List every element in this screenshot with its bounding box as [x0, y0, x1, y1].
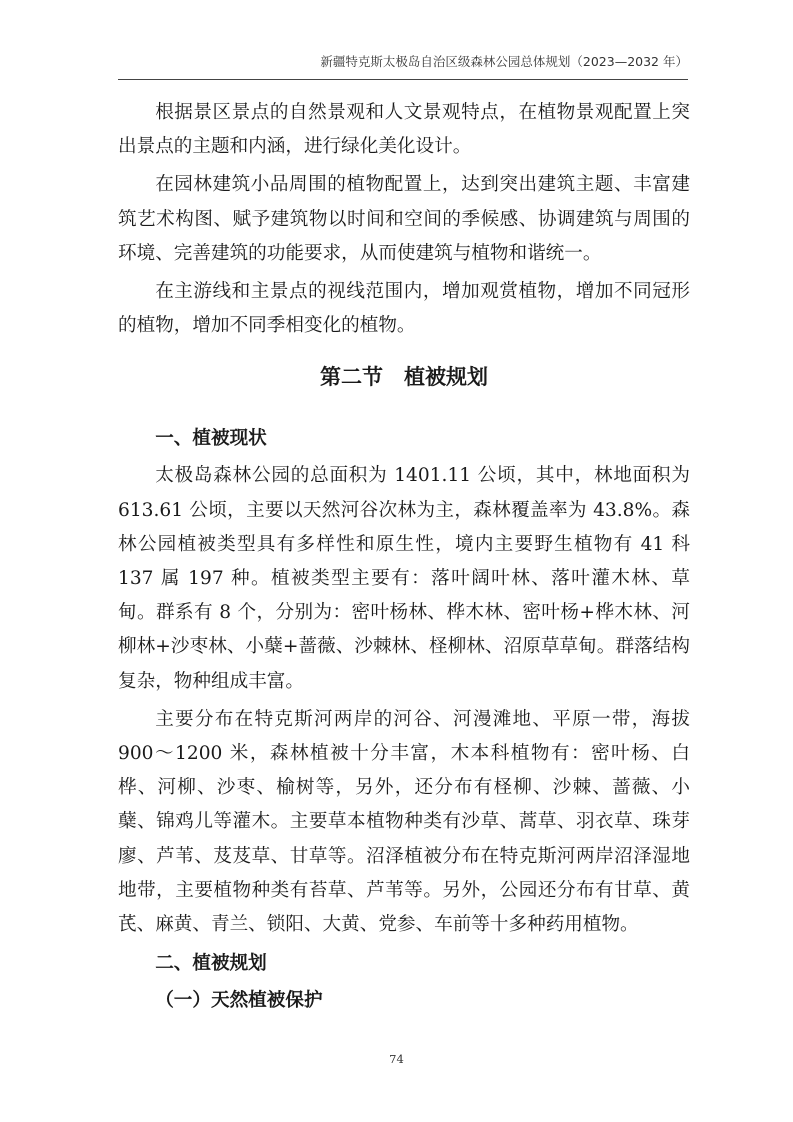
page-number: 74 [389, 1052, 404, 1066]
paragraph: 在主游线和主景点的视线范围内，增加观赏植物，增加不同冠形的植物，增加不同季相变化的植物。 [118, 281, 690, 337]
paragraph: 根据景区景点的自然景观和人文景观特点，在植物景观配置上突出景点的主题和内涵，进行绿化美化设计。 [118, 102, 690, 158]
paragraph: 太极岛森林公园的总面积为 1401.11 公顷，其中，林地面积为 613.61 公顷，主要以天然河谷次林为主，森林覆盖率为 43.8%。森林公园植被类型具有多样性和原生性，境内主要野生植物有 41 科 137 属 197 种。植被类型主要有：落叶阔叶林、落叶灌木林、草甸。群系有 8 个，分别为：密叶杨林、桦木林、密叶杨+桦木林、河柳林+沙枣林、小蘖+蔷薇、沙棘林、柽柳林、沼原草草甸。群落结构复杂，物种组成丰富。 [118, 465, 690, 692]
paragraph: 主要分布在特克斯河两岸的河谷、河漫滩地、平原一带，海拔 900～1200 米，森林植被十分丰富，木本科植物有：密叶杨、白桦、河柳、沙枣、榆树等，另外，还分布有柽柳、沙棘、蔷薇、小蘖、锦鸡儿等灌木。主要草本植物种类有沙草、蒿草、羽衣草、珠芽廖、芦苇、芨芨草、甘草等。沼泽植被分布在特克斯河两岸沼泽湿地地带，主要植物种类有苔草、芦苇等。另外，公园还分布有甘草、黄芪、麻黄、青兰、锁阳、大黄、党参、车前等十多种药用植物。 [118, 708, 690, 936]
running-header: 新疆特克斯太极岛自治区级森林公园总体规划（2023—2032 年） [118, 52, 688, 80]
section-title: 第二节 植被规划 [320, 365, 488, 390]
subsection-heading: 二、植被规划 [155, 953, 267, 975]
paragraph: 在园林建筑小品周围的植物配置上，达到突出建筑主题、丰富建筑艺术构图、赋予建筑物以时间和空间的季候感、协调建筑与周围的环境、完善建筑的功能要求，从而使建筑与植物和谐统一。 [118, 174, 690, 264]
sub-subsection-heading: （一）天然植被保护 [155, 990, 323, 1012]
subsection-heading: 一、植被现状 [155, 428, 267, 450]
page-body [118, 96, 690, 1018]
